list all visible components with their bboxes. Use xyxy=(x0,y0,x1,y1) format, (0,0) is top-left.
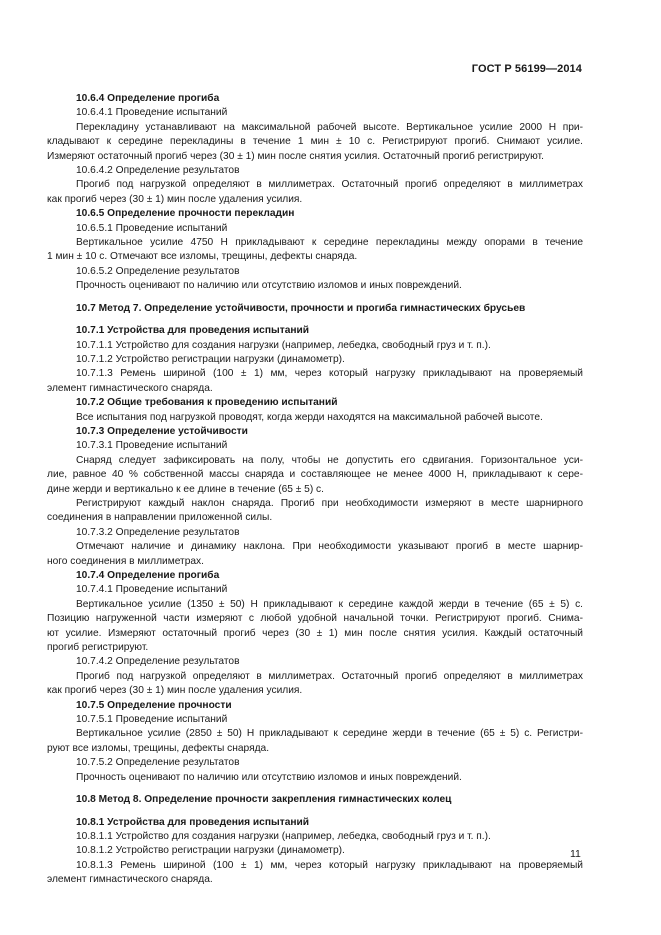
subheading-10-7-3-1: 10.7.3.1 Проведение испытаний xyxy=(76,440,228,452)
item-10-7-1-1: 10.7.1.1 Устройство для создания нагрузки (например, лебедка, свободный груз и т. п.). xyxy=(76,339,491,351)
paragraph-10-7-3-1b: Регистрируют каждый наклон снаряда. Прогиб при необходимости измеряют в месте шарнирного соединения в направлении приложенной силы. xyxy=(47,497,583,524)
subheading-10-6-4-2: 10.6.4.2 Определение результатов xyxy=(76,165,240,177)
heading-10-6-4: 10.6.4 Определение прогиба xyxy=(76,93,220,104)
item-10-7-1-3: 10.7.1.3 Ремень шириной (100 ± 1) мм, через который нагрузку прикладывают на проверяемый элемент гимнастического снаряда. xyxy=(47,368,583,394)
subheading-10-7-5-2: 10.7.5.2 Определение результатов xyxy=(76,757,240,769)
section-heading-10-7: 10.7 Метод 7. Определение устойчивости, прочности и прогиба гимнастических брусьев xyxy=(76,302,526,314)
page-number: 11 xyxy=(570,848,581,860)
heading-10-6-5: 10.6.5 Определение прочности перекладин xyxy=(76,208,295,220)
item-10-8-1-3: 10.8.1.3 Ремень шириной (100 ± 1) мм, через который нагрузку прикладывают на проверяемый элемент гимнастического снаряда. xyxy=(47,859,583,886)
document-body xyxy=(47,92,583,888)
subheading-10-6-5-1: 10.6.5.1 Проведение испытаний xyxy=(76,222,228,234)
heading-10-7-5: 10.7.5 Определение прочности xyxy=(76,699,232,711)
paragraph-10-7-2: Все испытания под нагрузкой проводят, когда жерди находятся на максимальной рабочей высоте. xyxy=(76,411,543,423)
paragraph-10-7-4-1: Вертикальное усилие (1350 ± 50) Н прикладывают к середине каждой жерди в течение (65 ± 5) с. Позицию нагруженной части измеряют с любой удобной начальной точки. Регистрируют прогиб. Снима- ют усилие. Измеряют остаточный прогиб через (30 ± 1) мин после снятия усилия. Каждый остаточный прогиб регистрируют. xyxy=(47,598,583,654)
subheading-10-7-3-2: 10.7.3.2 Определение результатов xyxy=(76,526,240,538)
paragraph-10-7-3-2: Отмечают наличие и динамику наклона. При необходимости указывают прогиб в месте шарнир- ного соединения в миллиметрах. xyxy=(47,541,583,567)
standard-number: ГОСТ Р 56199—2014 xyxy=(471,63,582,75)
heading-10-7-4: 10.7.4 Определение прогиба xyxy=(76,570,220,581)
paragraph-10-7-3-1a: Снаряд следует зафиксировать на полу, чтобы не допустить его сдвигания. Горизонтальное уси- лие, равное 40 % собственной массы снаряда и составляющее не менее 4000 Н, прикладывают к сере- дине жерди и вертикально к ее длине в течение (65 ± 5) с. xyxy=(47,454,583,495)
subheading-10-6-5-2: 10.6.5.2 Определение результатов xyxy=(76,265,240,277)
paragraph-10-7-5-1: Вертикальное усилие (2850 ± 50) Н прикладывают к середине жерди в течение (65 ± 5) с. Регистри- руют все изломы, трещины, дефекты снаряда. xyxy=(47,728,583,754)
paragraph-10-6-4-2: Прогиб под нагрузкой определяют в миллиметрах. Остаточный прогиб определяют в миллиметрах как прогиб через (30 ± 1) мин после удаления усилия. xyxy=(47,179,583,205)
subheading-10-7-4-1: 10.7.4.1 Проведение испытаний xyxy=(76,584,228,596)
subheading-10-6-4-1: 10.6.4.1 Проведение испытаний xyxy=(76,107,228,119)
paragraph-10-6-4-1: Перекладину устанавливают на максимальной рабочей высоте. Вертикальное усилие 2000 Н при- кладывают к середине перекладины в течение 1 мин ± 10 с. Регистрируют прогиб. Снимают усилие. Измеряют остаточный прогиб через (30 ± 1) мин после снятия усилия. Остаточный прогиб регистрируют. xyxy=(47,121,583,162)
paragraph-10-6-5-2: Прочность оценивают по наличию или отсутствию изломов и иных повреждений. xyxy=(76,280,462,292)
paragraph-10-7-4-2: Прогиб под нагрузкой определяют в миллиметрах. Остаточный прогиб определяют в миллиметрах как прогиб через (30 ± 1) мин после удаления усилия. xyxy=(47,670,583,697)
paragraph-10-6-5-1: Вертикальное усилие 4750 Н прикладывают к середине перекладины между опорами в течение 1 мин ± 10 с. Отмечают все изломы, трещины, дефекты снаряда. xyxy=(47,237,583,263)
heading-10-7-2: 10.7.2 Общие требования к проведению испытаний xyxy=(76,397,338,409)
subheading-10-7-5-1: 10.7.5.1 Проведение испытаний xyxy=(76,714,228,726)
item-10-7-1-2: 10.7.1.2 Устройство регистрации нагрузки (динамометр). xyxy=(76,353,345,365)
section-heading-10-8: 10.8 Метод 8. Определение прочности закрепления гимнастических колец xyxy=(76,794,452,806)
heading-10-7-1: 10.7.1 Устройства для проведения испытаний xyxy=(76,325,310,337)
paragraph-10-7-5-2: Прочность оценивают по наличию или отсутствию изломов и иных повреждений. xyxy=(76,771,462,783)
heading-10-7-3: 10.7.3 Определение устойчивости xyxy=(76,425,248,437)
heading-10-8-1: 10.8.1 Устройства для проведения испытаний xyxy=(76,816,310,828)
item-10-8-1-1: 10.8.1.1 Устройство для создания нагрузки (например, лебедка, свободный груз и т. п.). xyxy=(76,830,491,842)
item-10-8-1-2: 10.8.1.2 Устройство регистрации нагрузки (динамометр). xyxy=(76,845,345,857)
subheading-10-7-4-2: 10.7.4.2 Определение результатов xyxy=(76,656,240,668)
